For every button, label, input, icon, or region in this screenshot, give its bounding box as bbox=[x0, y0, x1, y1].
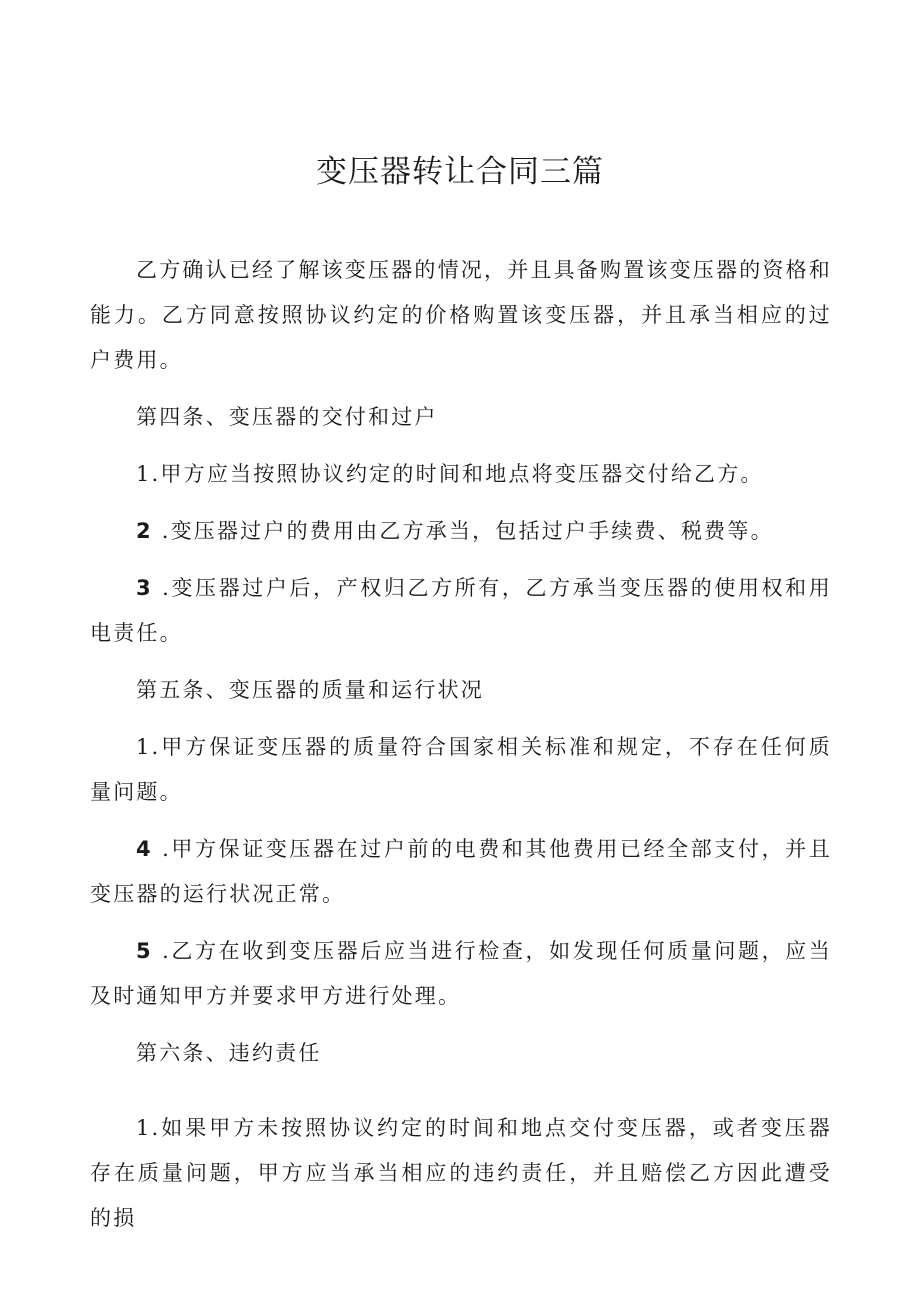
clause-text: .变压器过户后，产权归乙方所有，乙方承当变压器的使用权和用电责任。 bbox=[90, 576, 832, 645]
clause-5-1: 1.甲方保证变压器的质量符合国家相关标准和规定，不存在任何质量问题。 bbox=[90, 735, 832, 804]
section-heading-article-4: 第四条、变压器的交付和过户 bbox=[136, 405, 438, 429]
clause-number: 4 bbox=[136, 837, 153, 861]
document-title: 变压器转让合同三篇 bbox=[316, 154, 604, 190]
clause-6-1: 1.如果甲方未按照协议约定的时间和地点交付变压器，或者变压器存在质量问题，甲方应当承当相应的违约责任，并且赔偿乙方因此遭受的损 bbox=[90, 1116, 832, 1230]
document-body bbox=[90, 248, 832, 1241]
clause-4-3 bbox=[90, 566, 832, 656]
paragraph-buyer-confirmation: 乙方确认已经了解该变压器的情况，并且具备购置该变压器的资格和能力。乙方同意按照协议约定的价格购置该变压器，并且承当相应的过户费用。 bbox=[90, 258, 832, 372]
clause-number: 5 bbox=[136, 939, 153, 963]
clause-number: 2 bbox=[136, 519, 153, 543]
section-heading-article-5: 第五条、变压器的质量和运行状况 bbox=[136, 678, 484, 702]
clause-5-5 bbox=[90, 929, 832, 1019]
clause-4-1: 1.甲方应当按照协议约定的时间和地点将变压器交付给乙方。 bbox=[136, 462, 764, 486]
clause-text: .变压器过户的费用由乙方承当，包括过户手续费、税费等。 bbox=[161, 519, 774, 543]
clause-4-2 bbox=[90, 509, 832, 554]
clause-text: .甲方保证变压器在过户前的电费和其他费用已经全部支付，并且变压器的运行状况正常。 bbox=[90, 837, 832, 906]
section-heading-article-6: 第六条、违约责任 bbox=[136, 1041, 322, 1065]
clause-5-4 bbox=[90, 827, 832, 917]
clause-number: 3 bbox=[136, 576, 153, 600]
clause-text: .乙方在收到变压器后应当进行检查，如发现任何质量问题，应当及时通知甲方并要求甲方进行处理。 bbox=[90, 939, 832, 1008]
